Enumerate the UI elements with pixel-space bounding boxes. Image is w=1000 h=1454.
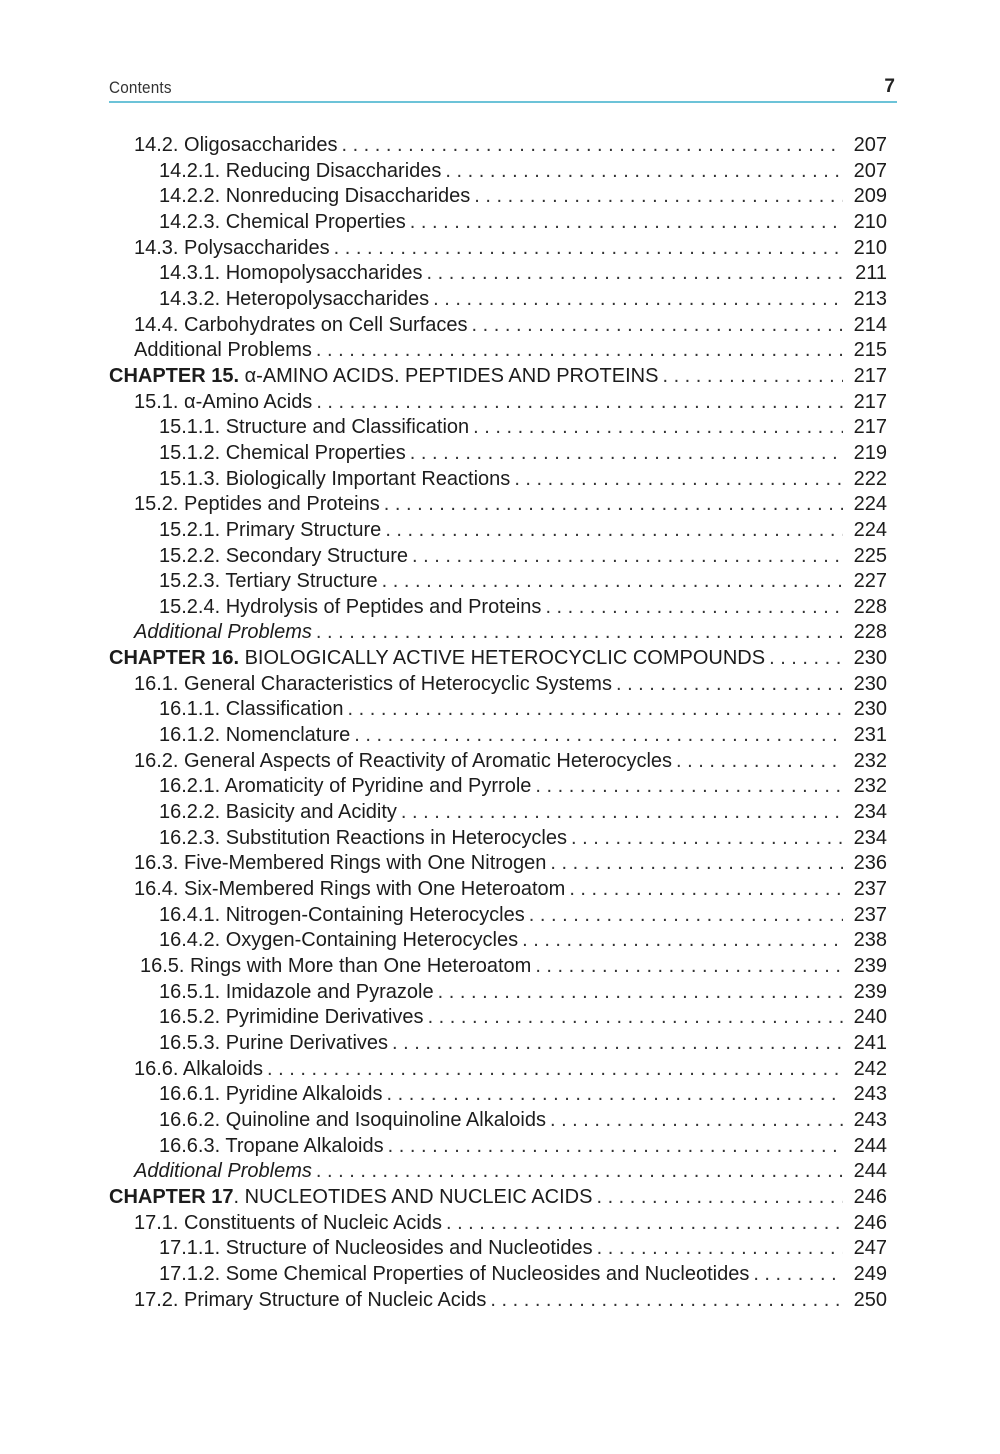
toc-entry-title: 16.5.1. Imidazole and Pyrazole <box>159 980 434 1003</box>
dot-leader <box>472 313 843 339</box>
toc-entry[interactable] <box>109 800 887 826</box>
toc-entry[interactable] <box>109 236 887 262</box>
toc-entry-title: 17.1.1. Structure of Nucleosides and Nucleotides <box>159 1237 593 1260</box>
toc-page-number: 234 <box>853 801 887 824</box>
page-header <box>109 76 897 103</box>
dot-leader <box>535 954 843 980</box>
toc-entry[interactable] <box>109 774 887 800</box>
toc-entry-title: 16.2.3. Substitution Reactions in Heterocycles <box>159 826 567 849</box>
toc-page-number: 213 <box>853 287 887 310</box>
dot-leader <box>392 1031 843 1057</box>
table-of-contents <box>109 133 887 1313</box>
dot-leader <box>316 1159 843 1185</box>
toc-entry-title: 15.2.3. Tertiary Structure <box>159 570 378 593</box>
dot-leader <box>388 1134 843 1160</box>
toc-entry-title: 16.5.2. Pyrimidine Derivatives <box>159 1006 424 1029</box>
toc-entry-title: Additional Problems <box>134 339 312 362</box>
toc-entry[interactable] <box>109 1236 887 1262</box>
toc-page-number: 246 <box>853 1211 887 1234</box>
toc-entry[interactable] <box>109 749 887 775</box>
toc-page-number: 250 <box>853 1288 887 1311</box>
toc-entry-title <box>109 364 658 390</box>
toc-page-number: 234 <box>853 826 887 849</box>
toc-entry[interactable] <box>109 826 887 852</box>
toc-entry-title: 16.2.2. Basicity and Acidity <box>159 801 397 824</box>
toc-page-number: 246 <box>853 1185 887 1208</box>
toc-page-number: 243 <box>853 1083 887 1106</box>
toc-page-number: 236 <box>853 852 887 875</box>
toc-page-number: 242 <box>853 1057 887 1080</box>
toc-page-number: 230 <box>853 647 887 670</box>
toc-entry[interactable] <box>109 287 887 313</box>
toc-entry-title: 16.6.1. Pyridine Alkaloids <box>159 1083 383 1106</box>
dot-leader <box>446 1211 843 1237</box>
toc-entry[interactable] <box>109 1288 887 1314</box>
toc-page-number: 237 <box>853 878 887 901</box>
toc-entry-title: 16.6. Alkaloids <box>134 1057 263 1080</box>
toc-entry-title: 15.1. α-Amino Acids <box>134 390 313 413</box>
dot-leader <box>529 903 843 929</box>
toc-page-number: 215 <box>853 339 887 362</box>
dot-leader <box>676 749 843 775</box>
toc-entry-title: 14.2.3. Chemical Properties <box>159 210 406 233</box>
toc-entry-title: 14.3.1. Homopolysaccharides <box>159 262 423 285</box>
dot-leader <box>474 184 843 210</box>
toc-chapter-entry[interactable] <box>109 1185 887 1211</box>
toc-page-number: 214 <box>853 313 887 336</box>
dot-leader <box>662 364 843 390</box>
chapter-title: α-AMINO ACIDS. PEPTIDES AND PROTEINS <box>239 364 659 387</box>
toc-entry[interactable] <box>109 928 887 954</box>
toc-page-number: 217 <box>853 364 887 387</box>
toc-page-number: 231 <box>853 724 887 747</box>
toc-page-number: 239 <box>853 955 887 977</box>
toc-page-number: 219 <box>853 441 887 464</box>
toc-entry[interactable] <box>109 1108 887 1134</box>
toc-entry-title: 15.2. Peptides and Proteins <box>134 493 380 516</box>
toc-entry[interactable] <box>109 544 887 570</box>
toc-entry[interactable] <box>109 877 887 903</box>
running-head-title: Contents <box>109 78 172 97</box>
toc-entry-title: Additional Problems <box>134 1160 312 1183</box>
toc-entry-title: 15.2.1. Primary Structure <box>159 518 382 541</box>
toc-entry[interactable] <box>109 903 887 929</box>
toc-page-number: 207 <box>853 134 887 156</box>
toc-entry-title: 17.1. Constituents of Nucleic Acids <box>134 1211 442 1234</box>
chapter-title: BIOLOGICALLY ACTIVE HETEROCYCLIC COMPOUNDS <box>239 647 766 670</box>
toc-entry-title: 14.2. Oligosaccharides <box>134 134 338 156</box>
toc-page-number: 241 <box>853 1031 887 1054</box>
toc-page-number: 227 <box>853 570 887 593</box>
toc-page-number: 228 <box>853 621 887 644</box>
dot-leader <box>410 210 843 236</box>
toc-page-number: 225 <box>853 544 887 567</box>
page-number: 7 <box>884 76 895 97</box>
toc-entry-title: 16.1. General Characteristics of Heterocyclic Systems <box>134 672 612 695</box>
toc-page-number: 224 <box>853 493 887 516</box>
toc-entry-title: 16.6.2. Quinoline and Isoquinoline Alkaloids <box>159 1108 546 1131</box>
toc-page-number: 244 <box>853 1134 887 1157</box>
toc-page-number: 217 <box>853 416 887 439</box>
toc-page-number: 224 <box>853 518 887 541</box>
toc-entry[interactable] <box>109 184 887 210</box>
chapter-title: . NUCLEOTIDES AND NUCLEIC ACIDS <box>233 1185 593 1208</box>
dot-leader <box>438 980 843 1006</box>
toc-entry[interactable] <box>109 851 887 877</box>
dot-leader <box>386 1082 843 1108</box>
toc-entry-title: 16.2. General Aspects of Reactivity of Aromatic Heterocycles <box>134 749 673 772</box>
toc-entry-title: 17.2. Primary Structure of Nucleic Acids <box>134 1288 487 1311</box>
toc-entry-title: 15.1.2. Chemical Properties <box>159 441 406 464</box>
toc-entry[interactable] <box>109 1159 887 1185</box>
dot-leader <box>354 723 843 749</box>
toc-page-number: 230 <box>853 698 887 721</box>
dot-leader <box>569 877 843 903</box>
dot-leader <box>596 1185 843 1211</box>
toc-page-number: 238 <box>853 929 887 952</box>
dot-leader <box>514 467 843 493</box>
toc-entry[interactable] <box>109 467 887 493</box>
toc-entry[interactable] <box>109 1005 887 1031</box>
toc-page-number: 222 <box>853 467 887 490</box>
chapter-number: CHAPTER 16. <box>109 647 240 670</box>
toc-page-number: 232 <box>853 749 887 772</box>
dot-leader <box>428 1005 843 1031</box>
dot-leader <box>384 492 843 518</box>
dot-leader <box>571 826 843 852</box>
toc-entry[interactable] <box>109 697 887 723</box>
dot-leader <box>316 390 843 416</box>
toc-entry-title: 15.1.1. Structure and Classification <box>159 416 470 439</box>
toc-entry[interactable] <box>109 518 887 544</box>
toc-entry-title: 14.2.2. Nonreducing Disaccharides <box>159 185 471 208</box>
toc-page-number: 230 <box>853 672 887 695</box>
dot-leader <box>316 620 843 646</box>
toc-entry-title: 16.4. Six-Membered Rings with One Heteroatom <box>134 878 566 901</box>
toc-page-number: 240 <box>853 1006 887 1029</box>
toc-page-number: 209 <box>853 185 887 208</box>
toc-entry-title: 14.2.1. Reducing Disaccharides <box>159 159 442 182</box>
toc-entry[interactable] <box>109 1057 887 1083</box>
dot-leader <box>341 133 843 159</box>
toc-page-number: 207 <box>853 159 887 182</box>
toc-entry[interactable] <box>109 954 887 980</box>
toc-entry[interactable] <box>109 210 887 236</box>
dot-leader <box>753 1262 843 1288</box>
dot-leader <box>545 595 843 621</box>
toc-page-number: 244 <box>853 1160 887 1183</box>
toc-entry-title: 16.1.2. Nomenclature <box>159 724 351 747</box>
toc-page-number: 237 <box>853 903 887 926</box>
toc-entry-title: 16.6.3. Tropane Alkaloids <box>159 1134 384 1157</box>
toc-entry[interactable] <box>109 441 887 467</box>
toc-entry-title: 16.4.2. Oxygen-Containing Heterocycles <box>159 929 519 952</box>
chapter-number: CHAPTER 17 <box>109 1185 234 1208</box>
dot-leader <box>426 261 843 287</box>
toc-page-number: 243 <box>853 1108 887 1131</box>
toc-entry[interactable] <box>109 159 887 185</box>
dot-leader <box>490 1288 843 1314</box>
toc-entry-title: 16.2.1. Aromaticity of Pyridine and Pyrrole <box>159 775 532 798</box>
dot-leader <box>401 800 843 826</box>
toc-entry[interactable] <box>109 133 887 159</box>
toc-entry[interactable] <box>109 492 887 518</box>
dot-leader <box>385 518 843 544</box>
toc-page-number: 228 <box>853 595 887 618</box>
dot-leader <box>267 1057 843 1083</box>
toc-entry-title <box>109 1185 592 1211</box>
toc-entry[interactable] <box>109 1031 887 1057</box>
toc-page-number: 210 <box>853 210 887 233</box>
dot-leader <box>550 1108 843 1134</box>
toc-entry[interactable] <box>109 620 887 646</box>
chapter-number: CHAPTER 15. <box>109 364 240 387</box>
dot-leader <box>616 672 843 698</box>
dot-leader <box>445 159 843 185</box>
toc-entry-title: 15.1.3. Biologically Important Reactions <box>159 467 511 490</box>
toc-entry-title <box>109 646 765 672</box>
dot-leader <box>522 928 843 954</box>
toc-entry[interactable] <box>109 1262 887 1288</box>
toc-page-number: 211 <box>855 262 887 285</box>
toc-page-number: 247 <box>853 1237 887 1260</box>
toc-entry[interactable] <box>109 390 887 416</box>
toc-entry[interactable] <box>109 595 887 621</box>
toc-page-number: 249 <box>853 1262 887 1285</box>
toc-chapter-entry[interactable] <box>109 364 887 390</box>
toc-entry[interactable] <box>109 723 887 749</box>
toc-entry-title: 16.4.1. Nitrogen-Containing Heterocycles <box>159 903 525 926</box>
toc-entry[interactable] <box>109 569 887 595</box>
toc-entry-title: 16.5. Rings with More than One Heteroatom <box>140 955 532 977</box>
toc-entry-title: Additional Problems <box>134 621 312 644</box>
toc-page-number: 239 <box>853 980 887 1003</box>
toc-entry-title: 14.3.2. Heteropolysaccharides <box>159 287 430 310</box>
toc-entry-title: 16.1.1. Classification <box>159 698 344 721</box>
dot-leader <box>473 415 843 441</box>
toc-entry-title: 16.3. Five-Membered Rings with One Nitrogen <box>134 852 547 875</box>
toc-entry-title: 15.2.4. Hydrolysis of Peptides and Proteins <box>159 595 542 618</box>
toc-entry-title: 16.5.3. Purine Derivatives <box>159 1031 389 1054</box>
toc-entry-title: 17.1.2. Some Chemical Properties of Nucleosides and Nucleotides <box>159 1262 750 1285</box>
dot-leader <box>597 1236 843 1262</box>
toc-entry[interactable] <box>109 1082 887 1108</box>
toc-chapter-entry[interactable] <box>109 646 887 672</box>
toc-entry[interactable] <box>109 313 887 339</box>
toc-page-number: 232 <box>853 775 887 798</box>
toc-entry[interactable] <box>109 415 887 441</box>
toc-entry-title: 14.3. Polysaccharides <box>134 236 330 259</box>
toc-entry[interactable] <box>109 672 887 698</box>
dot-leader <box>535 774 843 800</box>
dot-leader <box>769 646 843 672</box>
dot-leader <box>410 441 843 467</box>
toc-entry[interactable] <box>109 261 887 287</box>
toc-entry[interactable] <box>109 1211 887 1237</box>
dot-leader <box>433 287 843 313</box>
toc-entry[interactable] <box>109 980 887 1006</box>
toc-entry[interactable] <box>109 338 887 364</box>
dot-leader <box>348 697 843 723</box>
dot-leader <box>550 851 843 877</box>
toc-entry-title: 14.4. Carbohydrates on Cell Surfaces <box>134 313 468 336</box>
toc-entry-title: 15.2.2. Secondary Structure <box>159 544 409 567</box>
toc-entry[interactable] <box>109 1134 887 1160</box>
dot-leader <box>316 338 843 364</box>
toc-page-number: 210 <box>853 236 887 259</box>
dot-leader <box>412 544 843 570</box>
toc-page-number: 217 <box>853 390 887 413</box>
dot-leader <box>334 236 843 262</box>
dot-leader <box>382 569 843 595</box>
